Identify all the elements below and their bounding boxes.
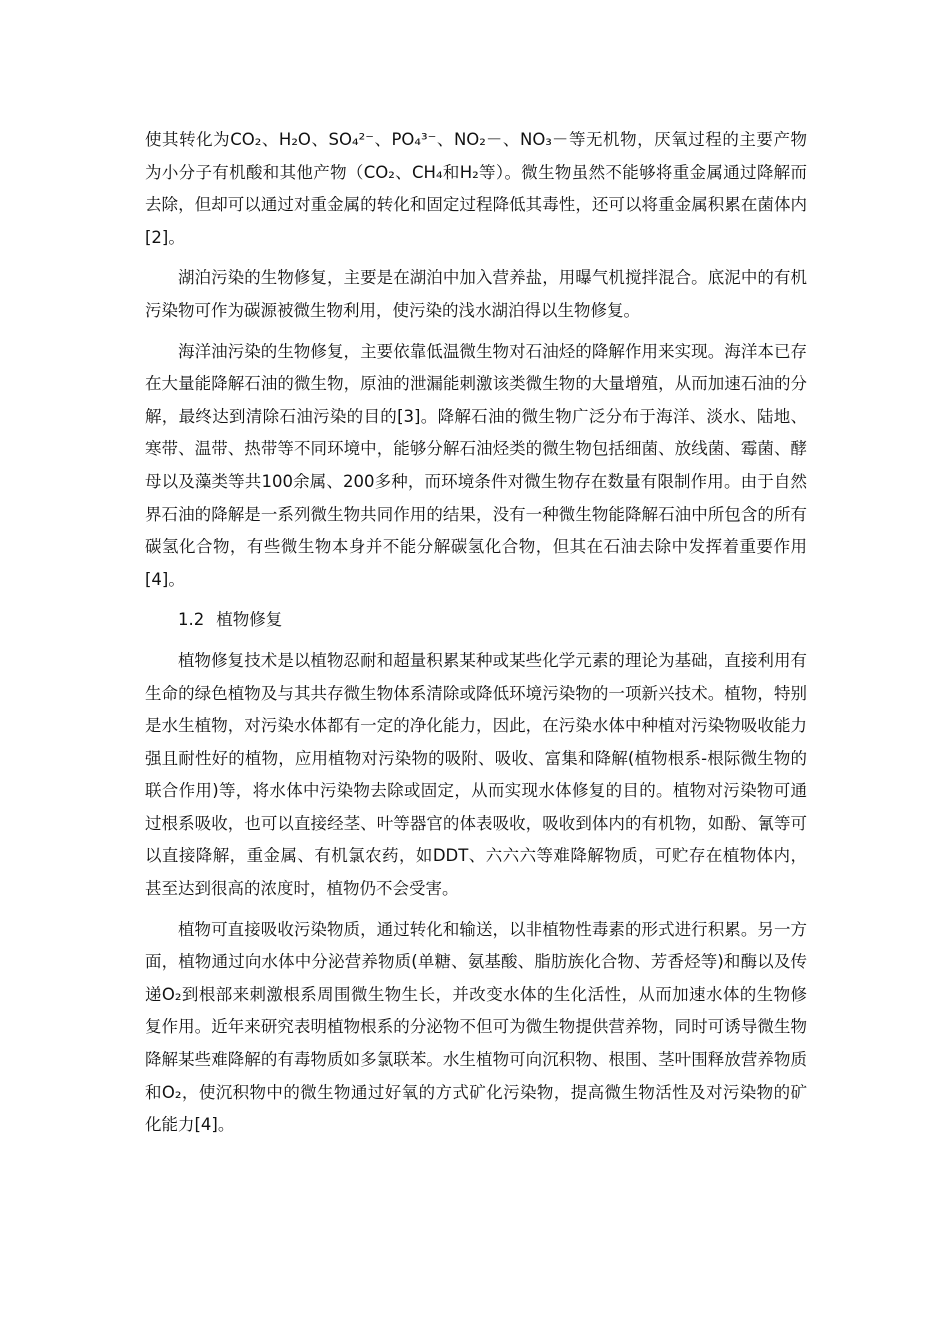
section-title: 植物修复 (216, 610, 283, 630)
paragraph-phytoremediation-technique: 植物修复技术是以植物忍耐和超量积累某种或某些化学元素的理论为基础，直接利用有生命的绿色植物及与其共存微生物体系清除或降低环境污染物的一项新兴技术。植物，特别是水生植物，对污染水体都有一定的净化能力，因此，在污染水体中种植对污染物吸收能力强且耐性好的植物，应用植物对污染物的吸附、吸收、富集和降解(植物根系-根际微生物的联合作用)等，将水体中污染物去除或固定，从而实现水体修复的目的。植物对污染物可通过根系吸收，也可以直接经茎、叶等器官的体表吸收，吸收到体内的有机物，如酚、氰等可以直接降解，重金属、有机氯农药，如DDT、六六六等难降解物质，可贮存在植物体内，甚至达到很高的浓度时，植物仍不会受害。 (145, 650, 807, 899)
document-body (145, 124, 807, 1150)
section-heading (145, 604, 807, 637)
paragraph-plant-absorption: 植物可直接吸收污染物质，通过转化和输送，以非植物性毒素的形式进行积累。另一方面，植物通过向水体中分泌营养物质(单糖、氨基酸、脂肪族化合物、芳香烃等)和酶以及传递O₂到根部来刺激根系周围微生物生长，并改变水体的生化活性，从而加速水体的生物修复作用。近年来研究表明植物根系的分泌物不但可为微生物提供营养物，同时可诱导微生物降解某些难降解的有毒物质如多氯联苯。水生植物可向沉积物、根围、茎叶围释放营养物质和O₂，使沉积物中的微生物通过好氧的方式矿化污染物，提高微生物活性及对污染物的矿化能力[4]。 (145, 919, 807, 1135)
section-number: 1.2 (178, 610, 205, 630)
paragraph-lake-bioremediation: 湖泊污染的生物修复，主要是在湖泊中加入营养盐，用曝气机搅拌混合。底泥中的有机污染物可作为碳源被微生物利用，使污染的浅水湖泊得以生物修复。 (145, 268, 807, 320)
paragraph-microbial-transformation: 使其转化为CO₂、H₂O、SO₄²⁻、PO₄³⁻、NO₂－、NO₃－等无机物，厌氧过程的主要产物为小分子有机酸和其他产物（CO₂、CH₄和H₂等）。微生物虽然不能够将重金属通过降解而去除，但却可以通过对重金属的转化和固定过程降低其毒性，还可以将重金属积累在菌体内[2]。 (145, 130, 807, 247)
paragraph-marine-oil-bioremediation: 海洋油污染的生物修复，主要依靠低温微生物对石油烃的降解作用来实现。海洋本已存在大量能降解石油的微生物，原油的泄漏能刺激该类微生物的大量增殖，从而加速石油的分解，最终达到清除石油污染的目的[3]。降解石油的微生物广泛分布于海洋、淡水、陆地、寒带、温带、热带等不同环境中，能够分解石油烃类的微生物包括细菌、放线菌、霉菌、酵母以及藻类等共100余属、200多种，而环境条件对微生物存在数量有限制作用。由于自然界石油的降解是一系列微生物共同作用的结果，没有一种微生物能降解石油中所包含的所有碳氢化合物，有些微生物本身并不能分解碳氢化合物，但其在石油去除中发挥着重要作用[4]。 (145, 341, 807, 589)
